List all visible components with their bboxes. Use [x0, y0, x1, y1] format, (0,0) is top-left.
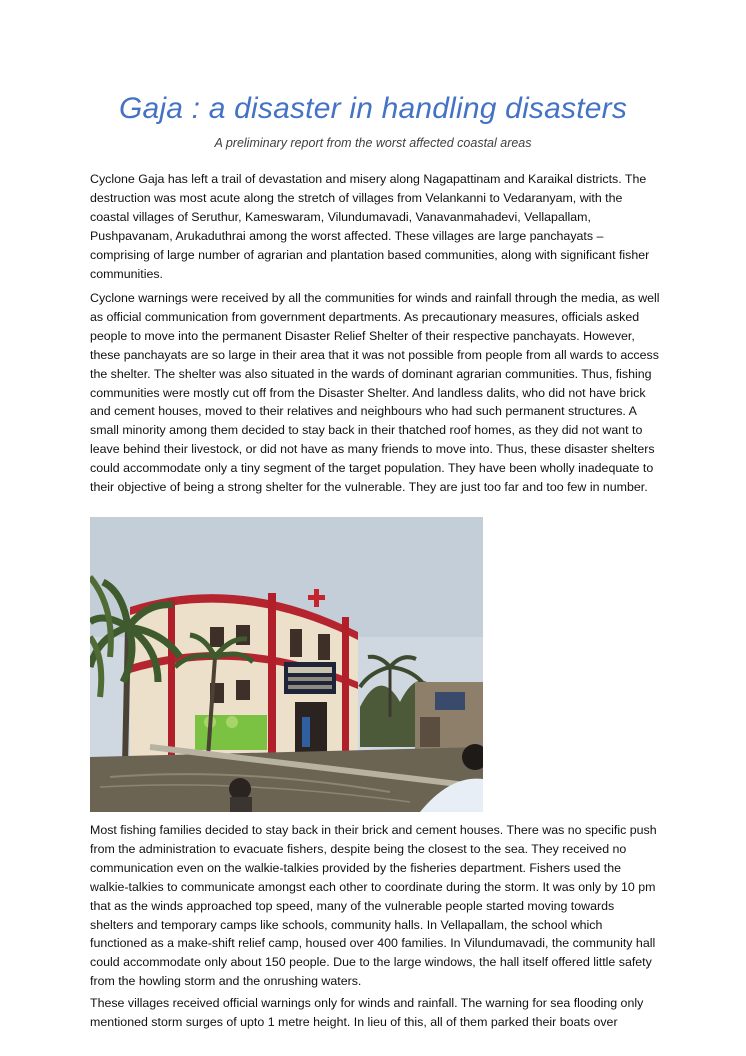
document-title: Gaja : a disaster in handling disasters	[118, 92, 628, 125]
paragraph-1: Cyclone Gaja has left a trail of devastation and misery along Nagapattinam and Karaikal districts. The destruction was most acute along the stretch of villages from Velankanni to Vedaranyam, with the coastal villages of Seruthur, Kameswaram, Vilundumavadi, Vanavanmahadevi, Vellapallam, Pushpavanam, Arukaduthrai among the worst affected. These villages are large panchayats – comprising of large number of agrarian and plantation based communities, along with significant fisher communities.	[90, 172, 650, 281]
paragraph-2: Cyclone warnings were received by all the communities for winds and rainfall through the media, as well as official communication from government departments. As precautionary measures, officials asked people to move into the permanent Disaster Relief Shelter of their respective panchayats. However, these panchayats are so large in their area that it was not possible from people from all wards to access the shelter. The shelter was also situated in the wards of dominant agrarian communities. Thus, fishing communities were mostly cut off from the Disaster Shelter. And landless dalits, who did not have brick and cement houses, moved to their relatives and neighbours who had such permanent structures. A small minority among them decided to stay back in their thatched roof homes, as they did not want to leave behind their livestock, or did not have as many friends to move into. Thus, these disaster shelters could accommodate only a tiny segment of the target population. They have been wholly inadequate to their objective of being a strong shelter for the vulnerable. They are just too far and too few in number.	[90, 291, 660, 495]
paragraph-4: These villages received official warnings only for winds and rainfall. The warning for sea flooding only mentioned storm surges of upto 1 metre height. In lieu of this, all of them parked their boats over	[90, 996, 644, 1029]
document-subtitle: A preliminary report from the worst affected coastal areas	[214, 136, 532, 150]
disaster-shelter-photo	[90, 517, 483, 812]
paragraph-3: Most fishing families decided to stay back in their brick and cement houses. There was no specific push from the administration to evacuate fishers, despite being the closest to the sea. They received no communication even on the walkie-talkies provided by the fisheries department. Fishers used the walkie-talkies to communicate amongst each other to coordinate during the storm. It was only by 10 pm that as the winds approached top speed, many of the vulnerable people started moving towards shelters and temporary camps like schools, community halls. In Vellapallam, the school which functioned as a make-shift relief camp, housed over 400 families. In Vilundumavadi, the community hall could accommodate only about 150 people. Due to the large windows, the hall itself offered little safety from the howling storm and the onrushing waters.	[90, 823, 657, 989]
